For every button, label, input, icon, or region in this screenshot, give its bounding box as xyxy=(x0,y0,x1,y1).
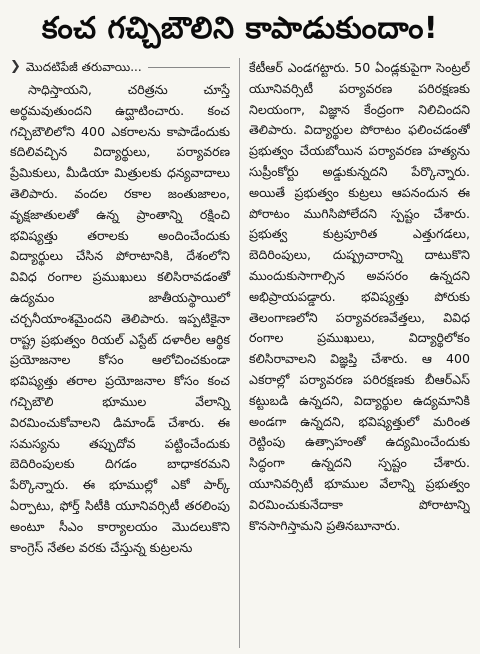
right-column-text: కేటీఆర్ ఎండగట్టారు. 50 ఏండ్లకుపైగా సెంట్రల్ యూనివర్సిటీ పర్యావరణ పరిరక్షణకు నిలయంగా, విజ్ఞాన కేంద్రంగా నిలిచిందని తెలిపారు. విద్యార్థుల పోరాటం ఫలించడంతో ప్రభుత్వం చేయబోయిన పర్యావరణ హత్యను సుప్రీంకోర్టు అడ్డుకున్నదని పేర్కొన్నారు. అయితే ప్రభుత్వం కుట్రలు ఆపనందున ఈ పోరాటం ముగిసిపోలేదని స్పష్టం చేశారు. ప్రభుత్వ కుట్రపూరిత ఎత్తుగడలు, బెదిరింపులు, దుష్ప్రచారాన్ని దాటుకొని ముందుకుసాగాల్సిన అవసరం ఉన్నదని అభిప్రాయపడ్డారు. భవిష్యత్తు పోరుకు తెలంగాణలోని పర్యావరణవేత్తలు, వివిధ రంగాల ప్రముఖులు, విద్యార్థిలోకం కలిసిరావాలని విజ్ఞప్తి చేశారు. ఆ 400 ఎకరాల్లో పర్యావరణ పరిరక్షణకు బీఆర్ఎస్ కట్టుబడి ఉన్నదని, విద్యార్థుల ఉద్యమానికి అండగా ఉన్నదని, భవిష్యత్తులో మరింత రెట్టింపు ఉత్సాహంతో ఉద్యమించేందుకు సిద్ధంగా ఉన్నదని స్పష్టం చేశారు. యూనివర్సిటీ భూముల వేలాన్ని ప్రభుత్వం విరమించుకునేదాకా పోరాటాన్ని కొనసాగిస్తామని ప్రతినబూనారు. xyxy=(249,60,470,533)
article-body xyxy=(10,58,470,648)
headline: కంచ గచ్చిబౌలిని కాపాడుకుందాం! xyxy=(41,11,439,46)
continuation-label: మొదటిపేజీ తరువాయి... xyxy=(25,60,142,74)
continuation-kicker xyxy=(10,58,230,76)
right-column xyxy=(240,58,470,648)
left-column xyxy=(10,58,240,648)
kicker-rule xyxy=(148,67,230,68)
left-column-text: సాధిస్తాయని, చరిత్రను చూస్తే అర్థమవుతుందని ఉద్ఘాటించారు. కంచ గచ్చిబౌలిలోని 400 ఎకరాలను కాపాడేందుకు కదిలివచ్చిన విద్యార్థులు, పర్యావరణ ప్రేమికులు, మీడియా మిత్రులకు ధన్యవాదాలు తెలిపారు. వందల రకాల జంతుజాలం, వృక్షజాతులతో ఉన్న ప్రాంతాన్ని రక్షించి భవిష్యత్తు తరాలకు అందించేందుకు విద్యార్థులు చేసిన పోరాటానికి, దేశంలోని వివిధ రంగాల ప్రముఖులు కలిసిరావడంతో ఉద్యమం జాతీయస్థాయిలో చర్చనీయాంశమైందని తెలిపారు. ఇప్పటికైనా రాష్ట్ర ప్రభుత్వం రియల్ ఎస్టేట్ దళారీల ఆర్థిక ప్రయోజనాల కోసం ఆలోచించకుండా భవిష్యత్తు తరాల ప్రయోజనాల కోసం కంచ గచ్చిబౌలి భూముల వేలాన్ని విరమించుకోవాలని డిమాండ్ చేశారు. ఈ సమస్యను తప్పుదోవ పట్టించేందుకు బెదిరింపులకు దిగడం బాధాకరమని పేర్కొన్నారు. ఈ భూముల్లో ఎకో పార్క్ ఏర్పాటు, ఫోర్త్ సిటీకి యూనివర్సిటీ తరలింపు అంటూ సీఎం కార్యాలయం మొదలుకొని కాంగ్రెస్ నేతల వరకు చేస్తున్న కుట్రలను xyxy=(10,82,230,555)
chevron-right-icon: ❯ xyxy=(10,59,21,74)
